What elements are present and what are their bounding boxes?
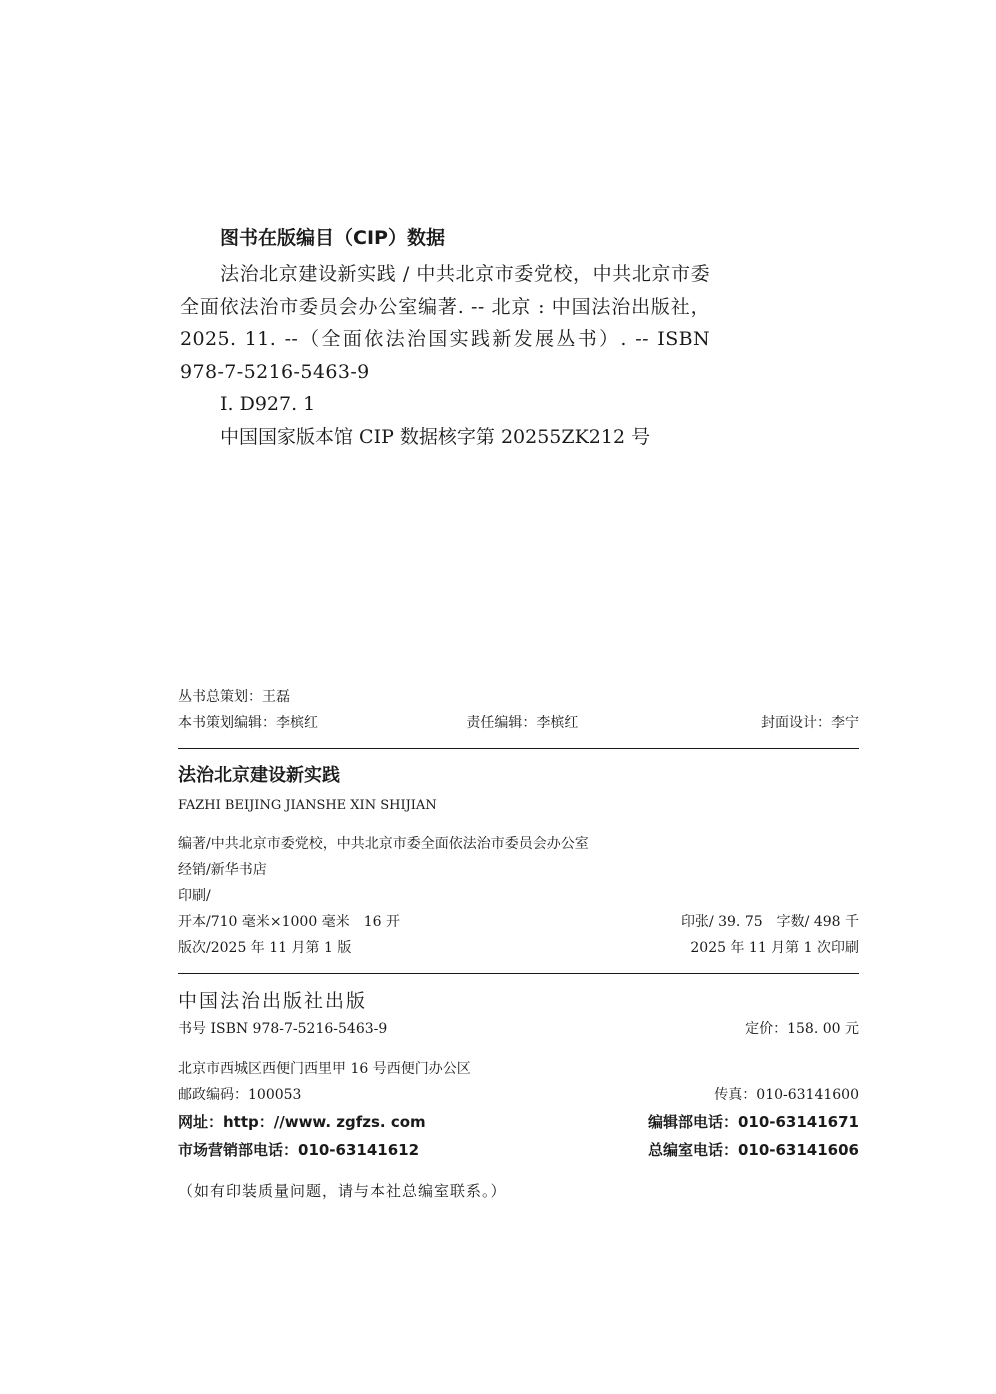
website: 网址：http：//www. zgfzs. com: [178, 1113, 426, 1131]
divider-bottom: [178, 973, 859, 974]
distributor: 经销/新华书店: [178, 862, 267, 878]
address-row: [178, 1056, 859, 1082]
sheets-and-word-count: 印张/ 39. 75 字数/ 498 千: [680, 914, 859, 930]
edition-row: [178, 935, 859, 961]
divider-top: [178, 748, 859, 749]
printer-row: [178, 883, 859, 909]
authors: 编著/中共北京市委党校，中共北京市委全面依法治市委员会办公室: [178, 836, 589, 852]
book-title-pinyin: FAZHI BEIJING JIANSHE XIN SHIJIAN: [178, 798, 437, 813]
phone-row: [178, 1136, 859, 1164]
cip-classification: Ⅰ. D927. 1: [220, 393, 316, 415]
format-row: [178, 909, 859, 935]
editorial-phone: 编辑部电话：010-63141671: [647, 1113, 859, 1131]
publisher-address: 北京市西城区西便门西里甲 16 号西便门办公区: [178, 1061, 471, 1077]
cip-data-block: [180, 222, 710, 453]
cip-record: 法治北京建设新实践 / 中共北京市委党校，中共北京市委全面依法治市委员会办公室编著. -- 北京 : 中国法治出版社，2025. 11. --（全面依法治国实践新发展丛书）. -- ISBN 978-7-5216-5463-9: [180, 263, 710, 383]
distributor-row: [178, 857, 859, 883]
responsible-editor: 责任编辑：李槟红: [466, 715, 579, 731]
edition: 版次/2025 年 11 月第 1 版: [178, 940, 352, 956]
publisher-name: 中国法治出版社出版: [178, 990, 368, 1012]
cover-designer: 封面设计：李宁: [760, 715, 859, 731]
postcode: 邮政编码：100053: [178, 1087, 302, 1103]
chief-editor-phone: 总编室电话：010-63141606: [647, 1141, 859, 1159]
colophon: [178, 684, 859, 1204]
marketing-phone: 市场营销部电话：010-63141612: [178, 1141, 420, 1159]
price: 定价：158. 00 元: [745, 1021, 859, 1037]
isbn-row: [178, 1016, 859, 1042]
credits-row-2: [178, 710, 859, 736]
isbn: 书号 ISBN 978-7-5216-5463-9: [178, 1021, 388, 1037]
website-row: [178, 1108, 859, 1136]
series-planner: 丛书总策划：王磊: [178, 689, 290, 705]
credits-row-1: [178, 684, 859, 710]
cip-verification-number: 中国国家版本馆 CIP 数据核字第 20255ZK212 号: [220, 425, 651, 448]
cip-heading: 图书在版编目（CIP）数据: [220, 227, 445, 249]
book-format: 开本/710 毫米×1000 毫米 16 开: [178, 914, 400, 930]
planning-editor: 本书策划编辑：李槟红: [178, 715, 318, 731]
printing: 2025 年 11 月第 1 次印刷: [690, 940, 859, 956]
quality-note: （如有印装质量问题，请与本社总编室联系。）: [178, 1182, 507, 1200]
authors-row: [178, 831, 859, 857]
book-title: 法治北京建设新实践: [178, 765, 340, 786]
fax: 传真：010-63141600: [714, 1087, 859, 1103]
postcode-row: [178, 1082, 859, 1108]
printer: 印刷/: [178, 888, 211, 904]
